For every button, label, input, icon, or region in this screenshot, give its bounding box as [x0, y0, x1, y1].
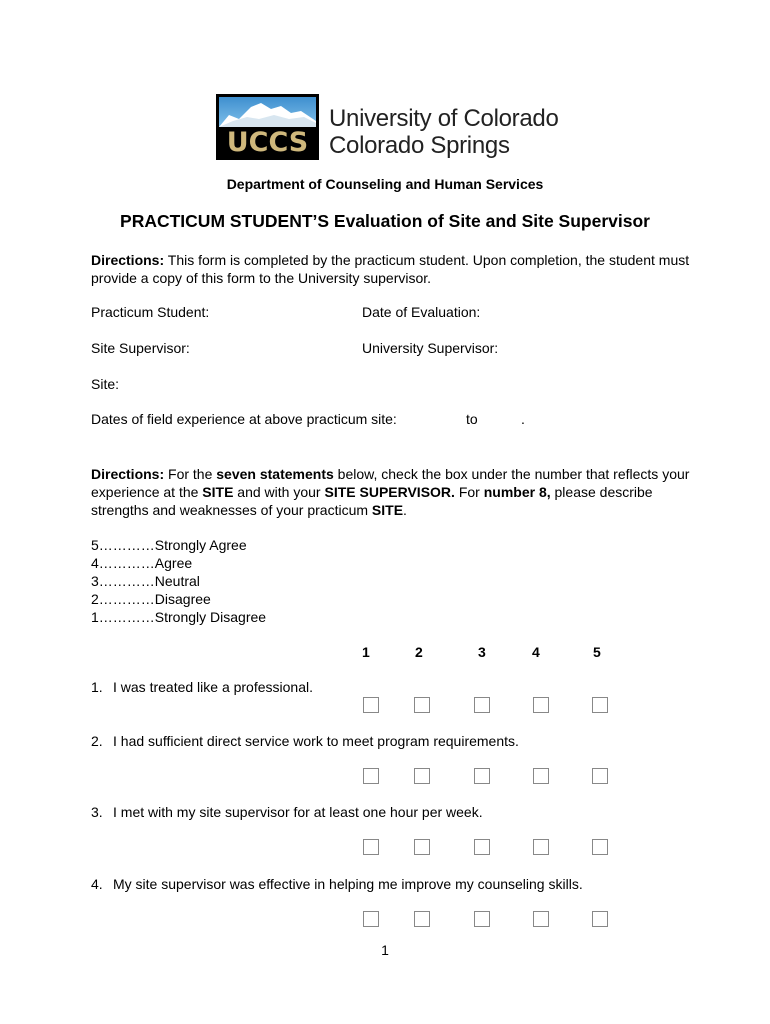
rating-checkbox-1[interactable]: [363, 697, 379, 713]
directions-text: This form is completed by the practicum student. Upon completion, the student must provide a copy of this form to the University supervisor.: [91, 252, 690, 286]
rating-checkbox-2[interactable]: [414, 768, 430, 784]
directions-emphasis: SITE: [371, 502, 404, 518]
directions-text: below, check the box under the number that reflects your experience at the: [91, 466, 690, 500]
date-of-evaluation-label: Date of Evaluation:: [362, 304, 481, 320]
rating-checkbox-4[interactable]: [533, 768, 549, 784]
column-header-3: 3: [478, 644, 486, 660]
statement-number: 4.: [91, 876, 103, 892]
statement-number: 1.: [91, 679, 103, 695]
statement-text: I had sufficient direct service work to meet program requirements.: [113, 733, 519, 749]
statement-item: [91, 733, 519, 749]
rating-checkbox-3[interactable]: [474, 911, 490, 927]
rating-checkbox-4[interactable]: [533, 697, 549, 713]
directions-text: and with your: [233, 484, 325, 500]
rating-checkbox-4[interactable]: [533, 911, 549, 927]
rating-checkbox-5[interactable]: [592, 768, 608, 784]
directions-label: Directions:: [91, 252, 165, 268]
statement-number: 3.: [91, 804, 103, 820]
rating-checkbox-2[interactable]: [414, 697, 430, 713]
scale-item-3: 3…………Neutral: [91, 573, 200, 589]
directions-emphasis: number 8,: [483, 484, 551, 500]
site-supervisor-label: Site Supervisor:: [91, 340, 190, 356]
column-header-1: 1: [362, 644, 370, 660]
directions-emphasis: SITE SUPERVISOR.: [324, 484, 455, 500]
rating-checkbox-4[interactable]: [533, 839, 549, 855]
directions-paragraph-1: [91, 251, 691, 287]
directions-text: For the: [164, 466, 217, 482]
directions-emphasis: SITE: [202, 484, 234, 500]
department-heading: Department of Counseling and Human Services: [226, 176, 544, 192]
dates-to-label: to: [466, 411, 478, 427]
mountain-icon: [219, 97, 316, 127]
rating-checkbox-3[interactable]: [474, 768, 490, 784]
rating-checkbox-3[interactable]: [474, 839, 490, 855]
form-title: PRACTICUM STUDENT’S Evaluation of Site and Site Supervisor: [120, 211, 650, 231]
statement-text: My site supervisor was effective in helping me improve my counseling skills.: [113, 876, 583, 892]
uccs-logo: [216, 94, 561, 160]
rating-checkbox-5[interactable]: [592, 697, 608, 713]
column-header-4: 4: [532, 644, 540, 660]
rating-checkbox-2[interactable]: [414, 839, 430, 855]
statement-text: I met with my site supervisor for at least one hour per week.: [113, 804, 483, 820]
column-header-2: 2: [415, 644, 423, 660]
statement-number: 2.: [91, 733, 103, 749]
directions-text: For: [454, 484, 484, 500]
scale-item-4: 4…………Agree: [91, 555, 193, 571]
statement-item: [91, 804, 483, 820]
directions-label: Directions:: [91, 466, 165, 482]
dates-of-field-label: Dates of field experience at above practicum site:: [91, 411, 397, 427]
rating-checkbox-5[interactable]: [592, 839, 608, 855]
column-header-5: 5: [593, 644, 601, 660]
rating-checkbox-2[interactable]: [414, 911, 430, 927]
directions-text: .: [403, 502, 407, 518]
rating-checkbox-5[interactable]: [592, 911, 608, 927]
directions-emphasis: seven statements: [216, 466, 334, 482]
logo-campus-name: Colorado Springs: [329, 132, 510, 159]
rating-checkbox-1[interactable]: [363, 768, 379, 784]
statement-item: [91, 876, 583, 892]
scale-item-1: 1…………Strongly Disagree: [91, 609, 267, 625]
statement-text: I was treated like a professional.: [113, 679, 313, 695]
rating-checkbox-1[interactable]: [363, 911, 379, 927]
page-number: 1: [381, 942, 389, 958]
rating-checkbox-3[interactable]: [474, 697, 490, 713]
rating-checkbox-1[interactable]: [363, 839, 379, 855]
directions-text: please describe strengths and weaknesses of your practicum: [91, 484, 653, 518]
logo-university-name: University of Colorado: [329, 105, 559, 132]
practicum-student-label: Practicum Student:: [91, 304, 210, 320]
logo-letters: UCCS: [219, 128, 316, 157]
scale-item-2: 2…………Disagree: [91, 591, 211, 607]
scale-item-5: 5…………Strongly Agree: [91, 537, 247, 553]
uccs-logo-mark: [216, 94, 319, 160]
directions-paragraph-2: [91, 465, 691, 519]
site-label: Site:: [91, 376, 120, 392]
dates-period: .: [521, 411, 525, 427]
statement-item: [91, 679, 313, 695]
university-supervisor-label: University Supervisor:: [362, 340, 499, 356]
